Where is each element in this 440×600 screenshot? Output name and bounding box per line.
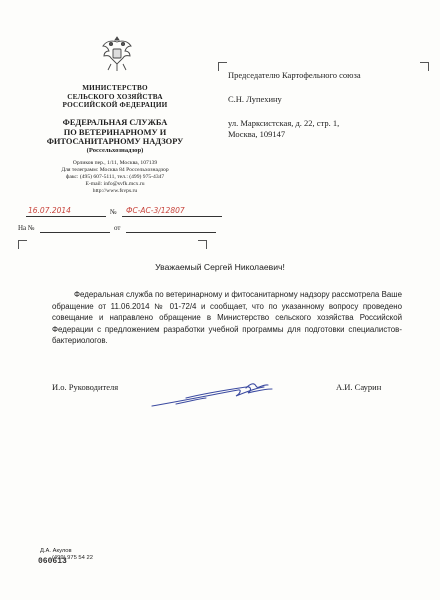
service-short-name: (Россельхознадзор) bbox=[86, 147, 144, 154]
signature-image bbox=[146, 376, 306, 416]
signer-title: И.о. Руководителя bbox=[52, 382, 119, 392]
reference-line bbox=[18, 222, 208, 236]
reference-label: На № bbox=[18, 224, 35, 232]
recipient-name: С.Н. Лупехину bbox=[228, 94, 282, 104]
registration-line bbox=[18, 206, 208, 220]
signer-name: А.И. Саурин bbox=[336, 382, 382, 392]
greeting: Уважаемый Сергей Николаевич! bbox=[155, 262, 285, 272]
corner-mark bbox=[198, 240, 207, 249]
corner-mark bbox=[18, 240, 27, 249]
registration-date: 16.07.2014 bbox=[28, 206, 71, 215]
recipient-city: Москва, 109147 bbox=[228, 129, 286, 139]
coat-of-arms-emblem bbox=[100, 34, 134, 74]
reference-from-label: от bbox=[114, 224, 121, 232]
ministry-name: МИНИСТЕРСТВО СЕЛЬСКОГО ХОЗЯЙСТВА РОССИЙСКОЙ ФЕДЕРАЦИИ bbox=[62, 84, 168, 109]
number-label: № bbox=[110, 208, 117, 216]
recipient-position: Председателю Картофельного союза bbox=[228, 70, 361, 80]
recipient-street: ул. Марксистская, д. 22, стр. 1, bbox=[228, 118, 340, 128]
corner-mark bbox=[218, 62, 227, 71]
document-stamp-number: 060613 bbox=[38, 557, 67, 566]
executor-name: Д.А. Акулов bbox=[40, 548, 72, 554]
sender-address: Орликов пер., 1/11, Москва, 107139 Для телеграмм: Москва 84 Россельхознадзор факс: (495) 607-5111, тел.: (499) 975-4347 E-mail: info@svfk.mcx.ru http://www.fsvps.ru bbox=[61, 160, 169, 194]
registration-number: ФС-АС-3/12807 bbox=[126, 206, 185, 215]
letter-body: Федеральная служба по ветеринарному и фитосанитарному надзору рассмотрела Ваше обращение от 11.06.2014 № 01-72/4 и сообщает, что по указанному вопросу проведено совещание и направлено обращение в Министерство сельского хозяйства Российской Федерации с предложением разработки учебной программы для подготовки специалистов-бактериологов. bbox=[52, 290, 402, 346]
executor-phone: (499) 975 54 22 bbox=[52, 555, 93, 561]
recipient-block bbox=[228, 70, 428, 140]
service-name: ФЕДЕРАЛЬНАЯ СЛУЖБА ПО ВЕТЕРИНАРНОМУ И ФИТОСАНИТАРНОМУ НАДЗОРУ bbox=[46, 118, 184, 146]
